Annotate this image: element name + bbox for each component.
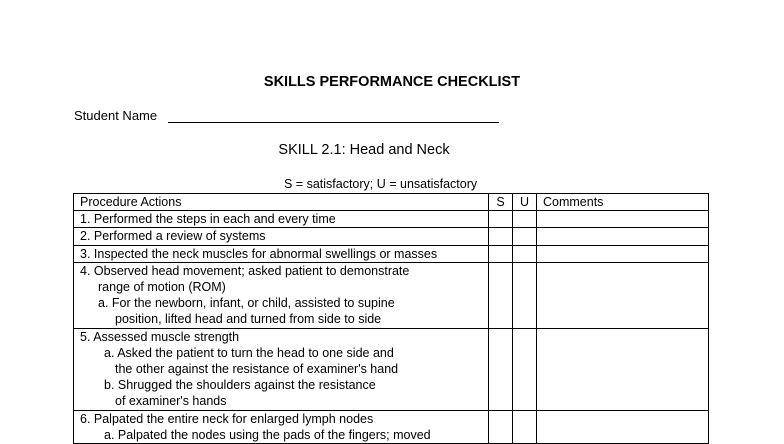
unsatisfactory-cell[interactable] bbox=[513, 262, 537, 328]
table-row bbox=[74, 410, 709, 443]
procedure-cell bbox=[74, 211, 489, 228]
header-comments: Comments bbox=[537, 194, 709, 211]
comments-cell[interactable] bbox=[537, 262, 709, 328]
satisfactory-cell[interactable] bbox=[489, 228, 513, 245]
procedure-line: position, lifted head and turned from side to side bbox=[115, 312, 382, 327]
procedure-line: the other against the resistance of examiner's hand bbox=[115, 362, 399, 377]
procedure-cell bbox=[74, 262, 489, 328]
procedure-cell bbox=[74, 410, 489, 443]
procedure-subitem: b. Shrugged the shoulders against the resistance bbox=[104, 378, 376, 393]
comments-cell[interactable] bbox=[537, 410, 709, 443]
unsatisfactory-cell[interactable] bbox=[513, 328, 537, 410]
procedure-subitem: a. Palpated the nodes using the pads of the fingers; moved bbox=[104, 427, 431, 442]
skill-title: SKILL 2.1: Head and Neck bbox=[278, 142, 450, 158]
student-name-label: Student Name bbox=[74, 108, 158, 123]
satisfactory-cell[interactable] bbox=[489, 328, 513, 410]
unsatisfactory-cell[interactable] bbox=[513, 211, 537, 228]
procedure-line: 3. Inspected the neck muscles for abnormal swellings or masses bbox=[80, 246, 438, 261]
header-procedure-actions: Procedure Actions bbox=[74, 194, 489, 211]
procedure-cell bbox=[74, 328, 489, 410]
procedure-line: 2. Performed a review of systems bbox=[80, 229, 266, 244]
rating-legend: S = satisfactory; U = unsatisfactory bbox=[284, 177, 478, 191]
procedure-cell bbox=[74, 245, 489, 262]
procedure-line: 5. Assessed muscle strength bbox=[80, 329, 240, 344]
unsatisfactory-cell[interactable] bbox=[513, 410, 537, 443]
procedure-subitem: a. For the newborn, infant, or child, assisted to supine bbox=[98, 296, 395, 311]
table-row bbox=[74, 328, 709, 410]
header-satisfactory: S bbox=[489, 194, 513, 211]
table-header-row bbox=[74, 194, 709, 211]
comments-cell[interactable] bbox=[537, 228, 709, 245]
procedure-line: range of motion (ROM) bbox=[98, 280, 226, 295]
procedure-cell bbox=[74, 228, 489, 245]
procedure-subitem: a. Asked the patient to turn the head to one side and bbox=[104, 345, 394, 360]
comments-cell[interactable] bbox=[537, 328, 709, 410]
page-title: SKILLS PERFORMANCE CHECKLIST bbox=[263, 74, 521, 90]
procedure-line: 4. Observed head movement; asked patient to demonstrate bbox=[80, 263, 410, 278]
satisfactory-cell[interactable] bbox=[489, 410, 513, 443]
satisfactory-cell[interactable] bbox=[489, 245, 513, 262]
procedure-line: 6. Palpated the entire neck for enlarged lymph nodes bbox=[80, 411, 374, 426]
table-row bbox=[74, 262, 709, 328]
procedure-line: 1. Performed the steps in each and every time bbox=[80, 212, 336, 227]
unsatisfactory-cell[interactable] bbox=[513, 245, 537, 262]
satisfactory-cell[interactable] bbox=[489, 262, 513, 328]
satisfactory-cell[interactable] bbox=[489, 211, 513, 228]
header-unsatisfactory: U bbox=[513, 194, 537, 211]
table-row bbox=[74, 228, 709, 245]
table-row bbox=[74, 211, 709, 228]
checklist-table bbox=[73, 193, 709, 444]
student-name-field[interactable] bbox=[168, 122, 499, 123]
comments-cell[interactable] bbox=[537, 245, 709, 262]
procedure-line: of examiner's hands bbox=[115, 394, 227, 409]
table-row bbox=[74, 245, 709, 262]
comments-cell[interactable] bbox=[537, 211, 709, 228]
unsatisfactory-cell[interactable] bbox=[513, 228, 537, 245]
